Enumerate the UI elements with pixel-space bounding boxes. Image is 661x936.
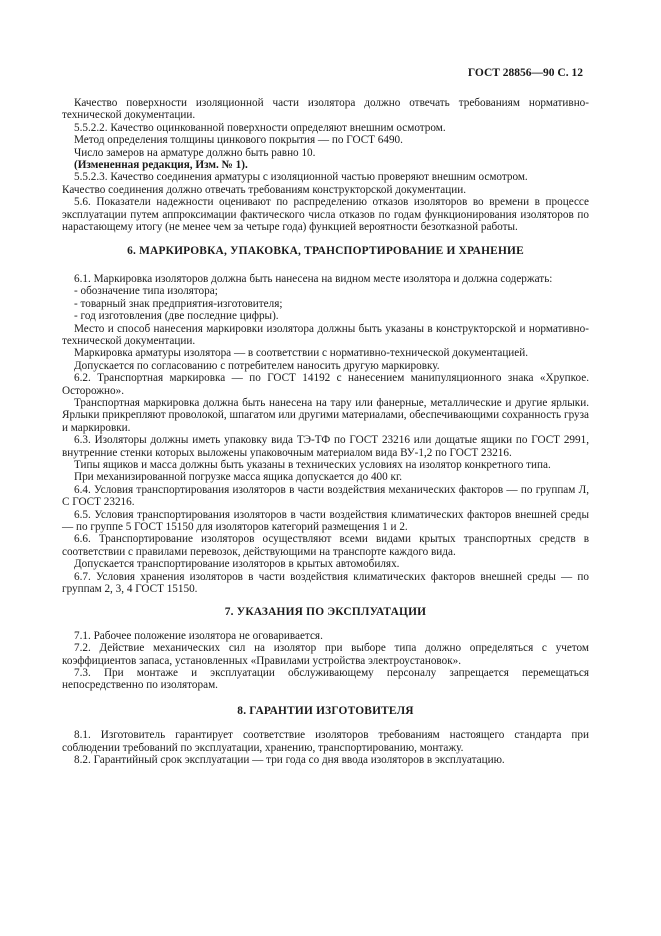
- paragraph: 5.5.2.2. Качество оцинкованной поверхности определяют внешним осмотром.: [74, 121, 446, 134]
- paragraph: Метод определения толщины цинкового покрытия — по ГОСТ 6490.: [74, 134, 403, 147]
- paragraph: 5.5.2.3. Качество соединения арматуры с изоляционной частью проверяют внешним осмотром.: [74, 171, 528, 184]
- paragraph: 7.2. Действие механических сил на изолятор при выборе типа должно определяться с учетом коэффициентов запаса, установленных «Правилами устройства электроустановок».: [62, 642, 589, 667]
- paragraph: 7.1. Рабочее положение изолятора не оговаривается.: [74, 629, 323, 642]
- paragraph: 8.1. Изготовитель гарантирует соответствие изоляторов требованиям настоящего стандарта при соблюдении требований по эксплуатации, хранению, транспортированию, монтажу.: [62, 729, 589, 754]
- paragraph: Маркировка арматуры изолятора — в соответствии с нормативно-технической документацией.: [74, 347, 529, 360]
- paragraph: Качество соединения должно отвечать требованиям конструкторской документации.: [62, 183, 467, 196]
- paragraph: 7.3. При монтаже и эксплуатации обслуживающему персоналу запрещается перемещаться непосредственно по изоляторам.: [62, 667, 589, 692]
- paragraph: 6.5. Условия транспортирования изоляторов в части воздействия климатических факторов внешней среды — по группе 5 ГОСТ 15150 для изоляторов категорий размещения 1 и 2.: [62, 508, 589, 533]
- paragraph: 6.4. Условия транспортирования изоляторов в части воздействия механических факторов — по группам Л, С ГОСТ 23216.: [62, 483, 589, 509]
- paragraph: Допускается по согласованию с потребителем наносить другую маркировку.: [74, 359, 440, 372]
- section-7-heading: 7. УКАЗАНИЯ ПО ЭКСПЛУАТАЦИИ: [224, 606, 427, 619]
- paragraph: Качество поверхности изоляционной части изолятора должно отвечать требованиям нормативно-технической документации.: [62, 97, 589, 122]
- paragraph: Транспортная маркировка должна быть нанесена на тару или фанерные, металлические и другие ярлыки. Ярлыки прикрепляют проволокой, шпагатом или другими материалами, обеспечивающими сохранность груза и маркировки.: [62, 396, 589, 434]
- paragraph: Число замеров на арматуре должно быть равно 10.: [74, 146, 316, 159]
- paragraph: 6.2. Транспортная маркировка — по ГОСТ 14192 с нанесением манипуляционного знака «Хрупкое. Осторожно».: [62, 372, 589, 397]
- paragraph: 6.3. Изоляторы должны иметь упаковку вида ТЭ-ТФ по ГОСТ 23216 или дощатые ящики по ГОСТ 2991, внутренние стенки которых выложены упаковочным материалом вида ВУ-1,2 по ГОСТ 23216.: [62, 434, 589, 459]
- paragraph: 8.2. Гарантийный срок эксплуатации — три года со дня ввода изоляторов в эксплуатацию.: [74, 754, 505, 767]
- page-header: ГОСТ 28856—90 С. 12: [467, 67, 583, 79]
- paragraph: Допускается транспортирование изоляторов в крытых автомобилях.: [74, 558, 400, 571]
- amendment-note: (Измененная редакция, Изм. № 1).: [74, 159, 248, 172]
- paragraph: При механизированной погрузке масса ящика допускается до 400 кг.: [74, 471, 403, 484]
- list-item: - год изготовления (две последние цифры).: [74, 310, 279, 323]
- paragraph: Место и способ нанесения маркировки изолятора должны быть указаны в конструкторской и нормативно-технической документации.: [62, 322, 589, 347]
- paragraph: 6.1. Маркировка изоляторов должна быть нанесена на видном месте изолятора и должна содержать:: [74, 272, 553, 285]
- list-item: - обозначение типа изолятора;: [74, 285, 218, 298]
- paragraph: 6.6. Транспортирование изоляторов осуществляют всеми видами крытых транспортных средств в соответствии с правилами перевозок, действующими на транспорте каждого вида.: [62, 533, 589, 558]
- section-6-heading: 6. МАРКИРОВКА, УПАКОВКА, ТРАНСПОРТИРОВАНИЕ И ХРАНЕНИЕ: [127, 245, 524, 258]
- paragraph: 6.7. Условия хранения изоляторов в части воздействия климатических факторов внешней среды — по группам 2, 3, 4 ГОСТ 15150.: [62, 570, 589, 596]
- section-8-heading: 8. ГАРАНТИИ ИЗГОТОВИТЕЛЯ: [237, 704, 414, 717]
- list-item: - товарный знак предприятия-изготовителя;: [74, 297, 283, 310]
- paragraph: Типы ящиков и масса должны быть указаны в технических условиях на изолятор конкретного типа.: [74, 458, 551, 471]
- paragraph: 5.6. Показатели надежности оценивают по распределению отказов изоляторов во времени в процессе эксплуатации путем аппроксимации фактического числа отказов по годам функционирования изоляторов по нарастающему итогу (не менее чем за четыре года) функцией вероятности безотказной работы.: [62, 196, 589, 234]
- document-body: [62, 97, 589, 767]
